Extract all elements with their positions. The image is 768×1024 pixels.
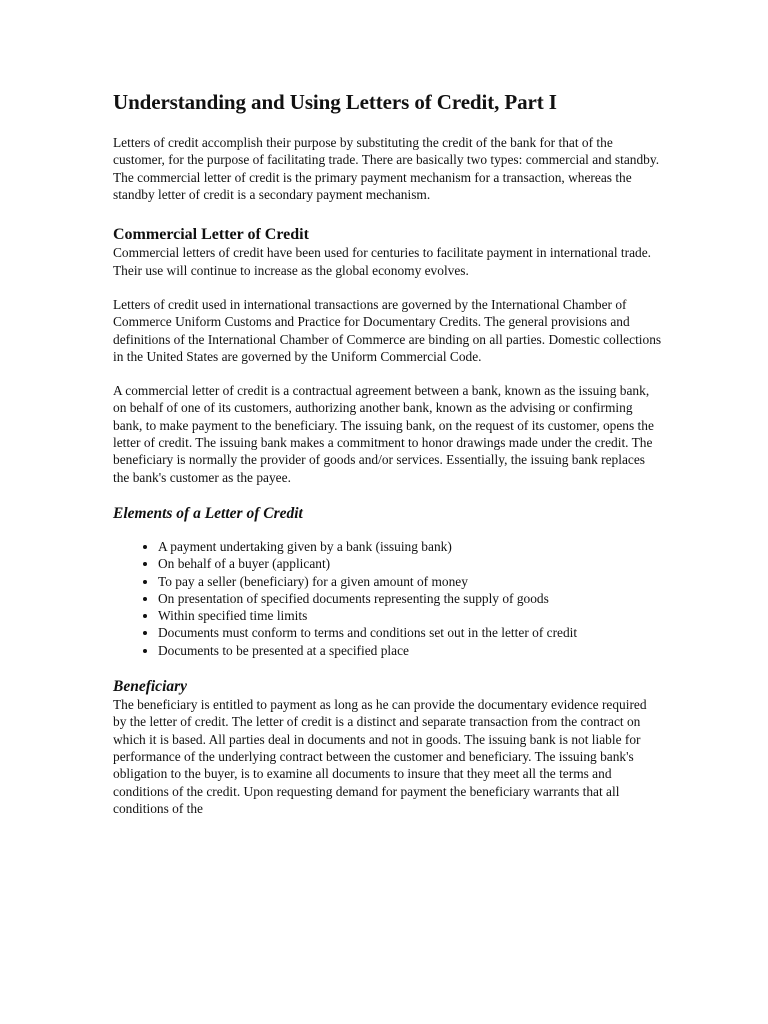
document-page [113, 90, 663, 834]
list-item: • On behalf of a buyer (applicant) [158, 555, 663, 572]
beneficiary-heading: Beneficiary [113, 678, 188, 696]
commercial-heading: Commercial Letter of Credit [113, 226, 309, 244]
commercial-paragraph-1: Commercial letters of credit have been used for centuries to facilitate payment in international trade. Their use will continue to increase as the global economy evolves. [113, 245, 652, 278]
list-item: • Documents must conform to terms and conditions set out in the letter of credit [158, 624, 663, 641]
list-item: • Within specified time limits [158, 607, 663, 624]
commercial-paragraph-2: Letters of credit used in international transactions are governed by the International Chamber of Commerce Uniform Customs and Practice for Documentary Credits. The general provisions and definitions of the International Chamber of Commerce are binding on all parties. Domestic collections in the United States are governed by the Uniform Commercial Code. [113, 296, 662, 364]
document-title: Understanding and Using Letters of Credit, Part I [113, 90, 557, 114]
elements-list [113, 538, 663, 659]
list-item: • A payment undertaking given by a bank (issuing bank) [158, 538, 663, 555]
intro-paragraph: Letters of credit accomplish their purpose by substituting the credit of the bank for that of the customer, for the purpose of facilitating trade. There are basically two types: commercial and standby. The commercial letter of credit is the primary payment mechanism for a transaction, whereas the standby letter of credit is a secondary payment mechanism. [113, 135, 660, 203]
list-item: • Documents to be presented at a specified place [158, 642, 663, 659]
elements-heading: Elements of a Letter of Credit [113, 504, 303, 522]
beneficiary-paragraph: The beneficiary is entitled to payment as long as he can provide the documentary evidence required by the letter of credit. The letter of credit is a distinct and separate transaction from the contract on which it is based. All parties deal in documents and not in goods. The issuing bank is not liable for performance of the underlying contract between the customer and beneficiary. The issuing bank's obligation to the buyer, is to examine all documents to insure that they meet all the terms and conditions of the credit. Upon requesting demand for payment the beneficiary warrants that all conditions of the [113, 697, 647, 816]
commercial-paragraph-3: A commercial letter of credit is a contractual agreement between a bank, known as the issuing bank, on behalf of one of its customers, authorizing another bank, known as the advising or confirming bank, to make payment to the beneficiary. The issuing bank, on the request of its customer, opens the letter of credit. The issuing bank makes a commitment to honor drawings made under the credit. The beneficiary is normally the provider of goods and/or services. Essentially, the issuing bank replaces the bank's customer as the payee. [113, 383, 654, 485]
list-item: • To pay a seller (beneficiary) for a given amount of money [158, 573, 663, 590]
list-item: • On presentation of specified documents representing the supply of goods [158, 590, 663, 607]
